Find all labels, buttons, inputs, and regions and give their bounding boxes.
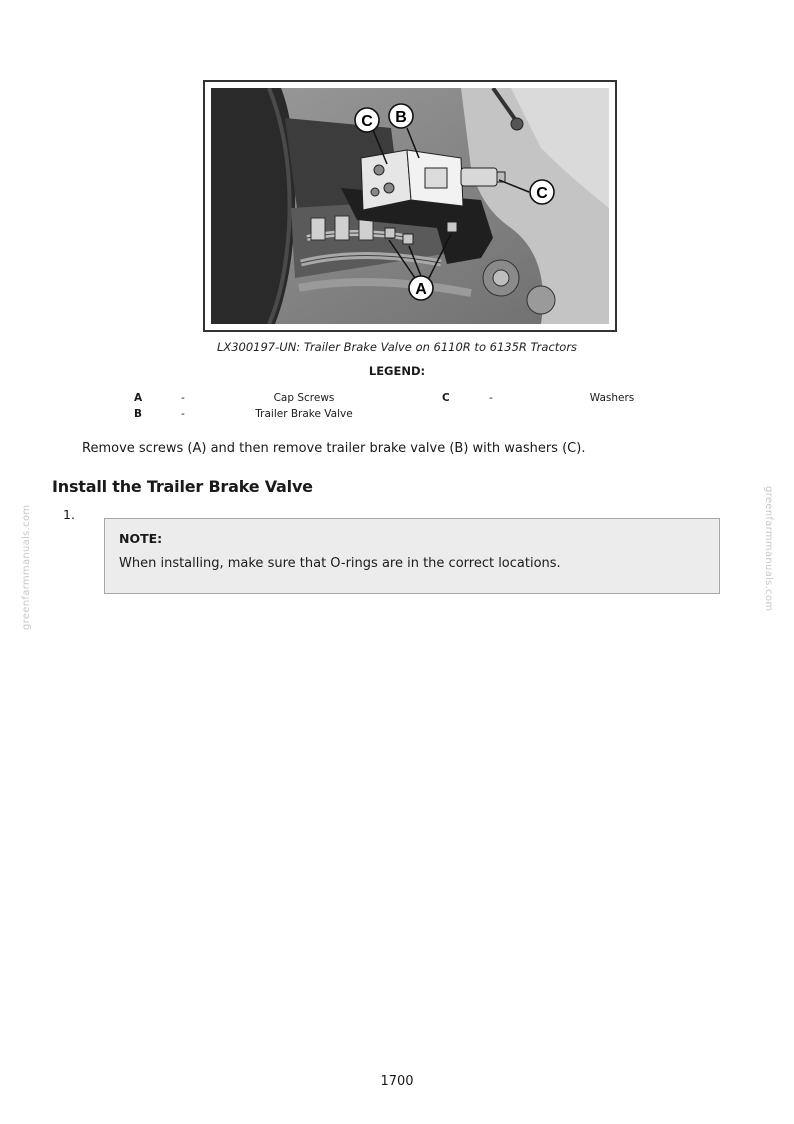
section-heading: Install the Trailer Brake Valve	[52, 477, 313, 496]
legend-dash: -	[489, 392, 493, 404]
legend-label: Washers	[589, 392, 635, 404]
legend-label: Cap Screws	[273, 392, 335, 404]
legend-title: LEGEND:	[368, 364, 426, 378]
trailer-brake-valve-illustration	[211, 88, 609, 324]
figure-caption: LX300197-UN: Trailer Brake Valve on 6110R to 6135R Tractors	[216, 340, 578, 354]
removal-instruction: Remove screws (A) and then remove trailer brake valve (B) with washers (C).	[82, 441, 586, 456]
step-number: 1.	[63, 507, 75, 522]
svg-text:C: C	[361, 113, 373, 130]
svg-text:C: C	[536, 185, 548, 202]
legend-key: A	[134, 392, 143, 404]
legend-key: C	[442, 392, 450, 404]
svg-text:A: A	[415, 281, 427, 298]
legend-label: Trailer Brake Valve	[255, 408, 353, 420]
watermark-left: greenfarmmanuals.com	[21, 504, 32, 630]
legend-dash: -	[181, 392, 185, 404]
watermark-right: greenfarmmanuals.com	[763, 486, 774, 612]
svg-text:B: B	[395, 109, 407, 126]
page-number: 1700	[380, 1074, 414, 1089]
legend-dash: -	[181, 408, 185, 420]
note-box	[104, 518, 720, 594]
note-title: NOTE:	[119, 531, 163, 546]
legend-entry-c	[0, 392, 794, 408]
legend-entry-b	[0, 408, 794, 424]
note-text: When installing, make sure that O-rings are in the correct locations.	[119, 556, 561, 571]
legend-key: B	[134, 408, 143, 420]
figure-image	[203, 80, 617, 332]
